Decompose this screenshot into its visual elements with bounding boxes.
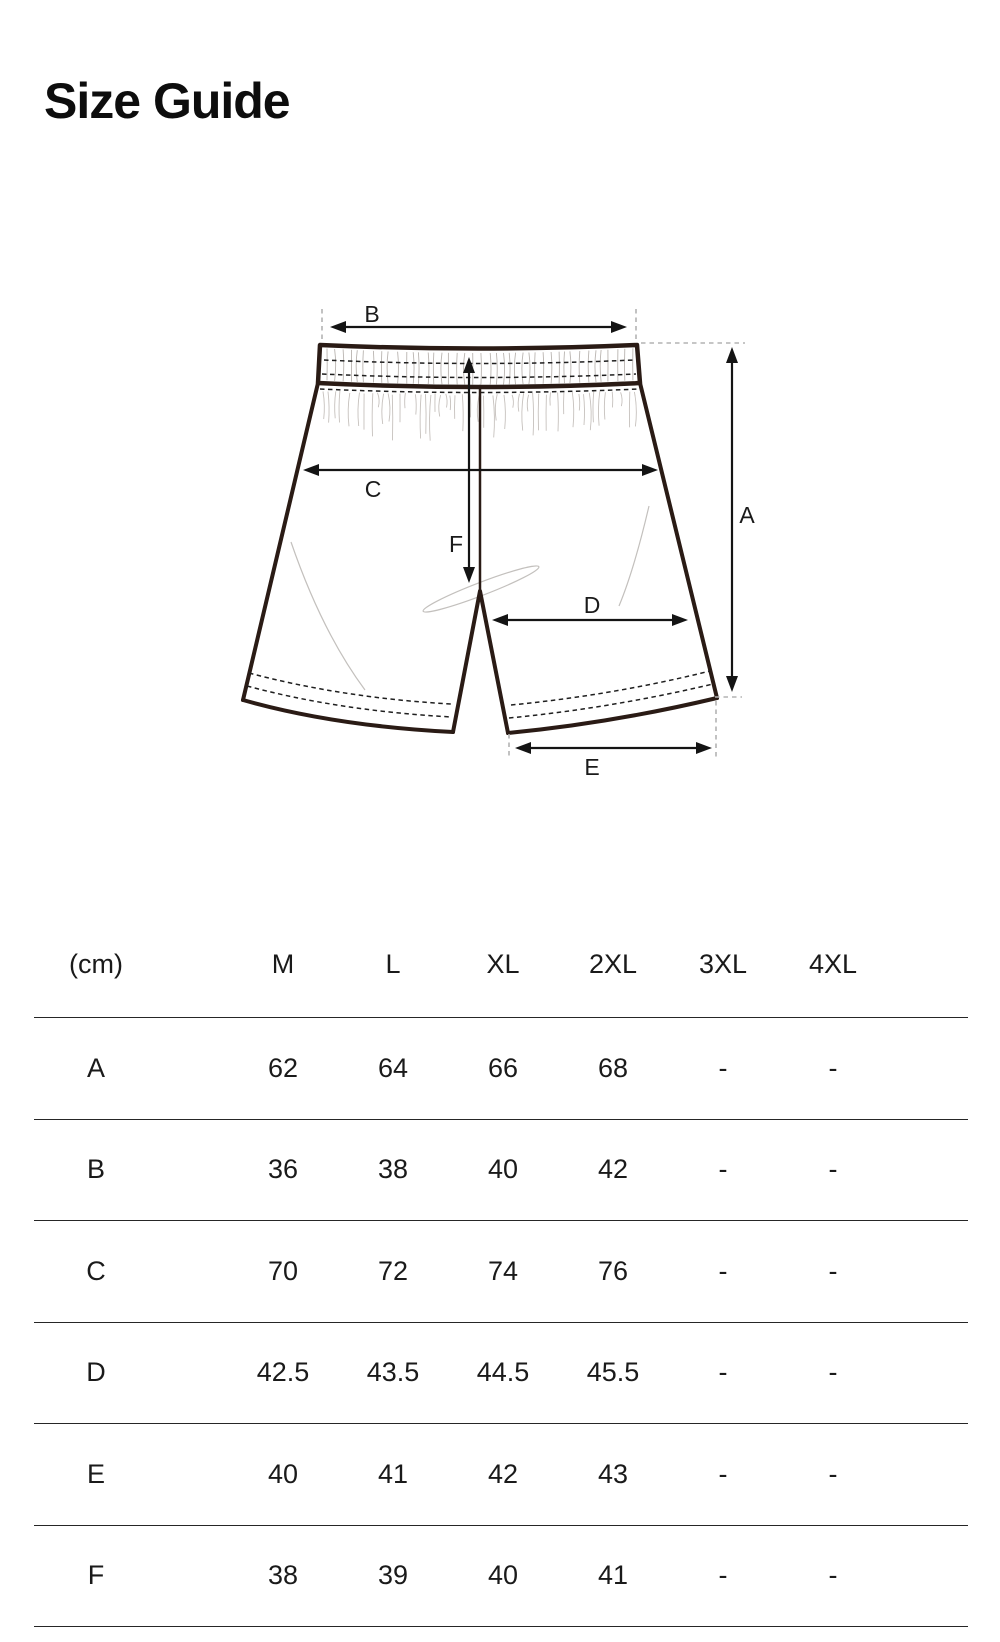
size-value-cell: 66: [487, 1052, 519, 1083]
size-value-cell: -: [828, 1458, 838, 1489]
size-value-cell: 62: [267, 1052, 299, 1083]
diagram-label-a: A: [739, 502, 755, 528]
right-hem-stitch-2: [511, 671, 710, 705]
shorts-outline: [243, 345, 717, 733]
size-column-header: XL: [486, 949, 520, 979]
size-value-cell: -: [718, 1560, 728, 1591]
size-column-header: 2XL: [588, 949, 638, 979]
size-value-cell: 36: [267, 1154, 299, 1185]
waistband-outline: [318, 345, 640, 387]
right-hem: [508, 698, 717, 733]
left-side-seam: [243, 383, 318, 700]
size-value-cell: 40: [267, 1458, 299, 1489]
size-value-cell: 41: [377, 1458, 409, 1489]
measure-row-label: F: [87, 1560, 105, 1591]
size-table-row: [34, 1018, 968, 1120]
size-value-cell: 39: [377, 1560, 409, 1591]
size-value-cell: -: [718, 1357, 728, 1388]
size-table-header-cols: [228, 949, 888, 980]
right-hem-stitch-1: [509, 684, 713, 718]
size-column-header: 4XL: [808, 949, 858, 979]
size-value-cell: 44.5: [476, 1357, 530, 1388]
measure-row-label: E: [86, 1458, 105, 1489]
size-value-cell: -: [828, 1052, 838, 1083]
page-title: Size Guide: [44, 73, 290, 129]
size-table-row: [34, 1323, 968, 1425]
measure-row-label: D: [86, 1357, 106, 1388]
left-hem-stitch-1: [247, 686, 452, 717]
size-value-cell: -: [718, 1052, 728, 1083]
measurement-guides: [322, 309, 745, 757]
size-value-cell: 41: [597, 1560, 629, 1591]
size-value-cell: -: [718, 1458, 728, 1489]
size-value-cell: 70: [267, 1255, 299, 1286]
measure-arrow-A: [726, 347, 738, 692]
size-value-cell: -: [828, 1255, 838, 1286]
measure-row-label: C: [86, 1255, 106, 1286]
size-value-cell: -: [718, 1255, 728, 1286]
size-value-cell: -: [828, 1560, 838, 1591]
size-table: [34, 912, 968, 1627]
size-column-header: M: [271, 949, 295, 979]
shorts-measurement-diagram: [0, 0, 1000, 820]
size-value-cell: 64: [377, 1052, 409, 1083]
measure-row-label: B: [86, 1154, 105, 1185]
measure-arrow-E: [515, 742, 712, 754]
size-table-row: [34, 1424, 968, 1526]
size-table-header: [34, 912, 968, 1018]
waistband-texture: [327, 348, 633, 384]
size-value-cell: 72: [377, 1255, 409, 1286]
size-table-row: [34, 1526, 968, 1628]
size-value-cell: -: [718, 1154, 728, 1185]
size-value-cell: 42.5: [256, 1357, 310, 1388]
size-value-cell: 40: [487, 1560, 519, 1591]
diagram-label-e: E: [584, 754, 600, 780]
waistband-stitch-1: [324, 360, 634, 364]
diagram-label-c: C: [364, 476, 382, 502]
left-hem-stitch-2: [249, 673, 451, 704]
inseam: [453, 591, 508, 733]
size-value-cell: 74: [487, 1255, 519, 1286]
size-value-cell: 38: [267, 1560, 299, 1591]
diagram-label-b: B: [364, 301, 380, 327]
left-hem: [243, 700, 453, 732]
size-table-row: [34, 1120, 968, 1222]
diagram-label-f: F: [448, 531, 464, 557]
size-value-cell: -: [828, 1154, 838, 1185]
size-value-cell: 38: [377, 1154, 409, 1185]
diagram-label-d: D: [583, 592, 601, 618]
size-table-body: [34, 1018, 968, 1627]
size-column-header: L: [385, 949, 401, 979]
unit-header-cell: (cm): [69, 949, 123, 979]
size-value-cell: 43.5: [366, 1357, 420, 1388]
size-value-cell: 40: [487, 1154, 519, 1185]
size-value-cell: 42: [597, 1154, 629, 1185]
size-table-row: [34, 1221, 968, 1323]
measure-row-label: A: [86, 1052, 105, 1083]
size-value-cell: 43: [597, 1458, 629, 1489]
size-value-cell: 42: [487, 1458, 519, 1489]
size-column-header: 3XL: [698, 949, 748, 979]
size-value-cell: 76: [597, 1255, 629, 1286]
right-side-seam: [640, 383, 717, 698]
size-value-cell: 45.5: [586, 1357, 640, 1388]
size-value-cell: -: [828, 1357, 838, 1388]
size-value-cell: 68: [597, 1052, 629, 1083]
